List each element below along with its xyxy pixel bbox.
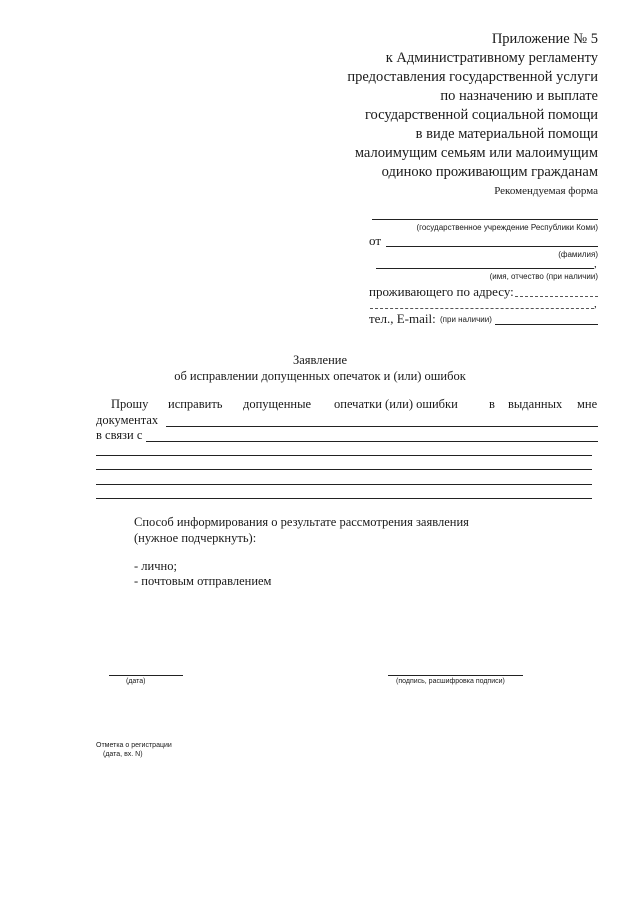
registration-label: Отметка о регистрации <box>96 742 172 749</box>
reason-line[interactable] <box>96 484 592 485</box>
header-line: предоставления государственной услуги <box>347 69 598 85</box>
request-word: выданных <box>508 397 563 411</box>
request-word: исправить <box>168 397 223 411</box>
request-word: допущенные <box>243 397 312 411</box>
recommended-form-label: Рекомендуемая форма <box>494 185 598 197</box>
reason-field[interactable] <box>146 441 598 442</box>
option-in-person[interactable]: - лично; <box>134 559 177 573</box>
header-line: малоимущим семьям или малоимущим <box>354 145 598 161</box>
signature-caption: (подпись, расшифровка подписи) <box>396 678 505 685</box>
application-title: Заявление <box>292 353 347 367</box>
name-field[interactable] <box>376 268 594 269</box>
documents-label: документах <box>96 413 159 427</box>
phone-caption: (при наличии) <box>440 315 492 324</box>
header-line: государственной социальной помощи <box>364 107 598 123</box>
application-subtitle: об исправлении допущенных опечаток и (или) ошибок <box>174 369 466 383</box>
header-line: по назначению и выплате <box>440 88 598 104</box>
residing-label: проживающего по адресу: <box>369 284 514 299</box>
header-line: одиноко проживающим гражданам <box>381 164 598 180</box>
reason-line[interactable] <box>96 455 592 456</box>
address-field[interactable] <box>515 296 598 297</box>
comma: , <box>594 298 597 310</box>
header-line: Приложение № 5 <box>491 31 598 47</box>
request-word: Прошу <box>111 397 149 411</box>
registration-note: (дата, вх. N) <box>103 751 143 758</box>
reason-label: в связи с <box>96 428 143 442</box>
date-caption: (дата) <box>126 678 146 685</box>
notification-heading: Способ информирования о результате рассмотрения заявления <box>134 515 469 529</box>
header-block <box>347 30 598 182</box>
header-line: к Административному регламенту <box>385 50 598 66</box>
surname-caption: (фамилия) <box>558 250 598 259</box>
reason-line[interactable] <box>96 469 592 470</box>
comma: , <box>594 258 597 270</box>
notification-heading-note: (нужное подчеркнуть): <box>134 531 257 545</box>
request-word: опечатки (или) ошибки <box>334 397 458 411</box>
request-word: в <box>489 397 495 411</box>
institution-caption: (государственное учреждение Республики Коми) <box>416 223 598 232</box>
option-by-mail[interactable]: - почтовым отправлением <box>134 574 272 588</box>
from-label: от <box>369 233 382 248</box>
institution-field[interactable] <box>372 219 598 220</box>
surname-field[interactable] <box>386 246 598 247</box>
address-field-2[interactable] <box>370 308 594 309</box>
request-word: мне <box>577 397 598 411</box>
header-line: в виде материальной помощи <box>415 126 598 142</box>
name-caption: (имя, отчество (при наличии) <box>489 272 598 281</box>
date-field[interactable] <box>109 675 183 676</box>
documents-field[interactable] <box>166 426 598 427</box>
phone-label: тел., E-mail: <box>369 311 436 326</box>
signature-field[interactable] <box>388 675 523 676</box>
reason-line[interactable] <box>96 498 592 499</box>
phone-field[interactable] <box>495 324 598 325</box>
